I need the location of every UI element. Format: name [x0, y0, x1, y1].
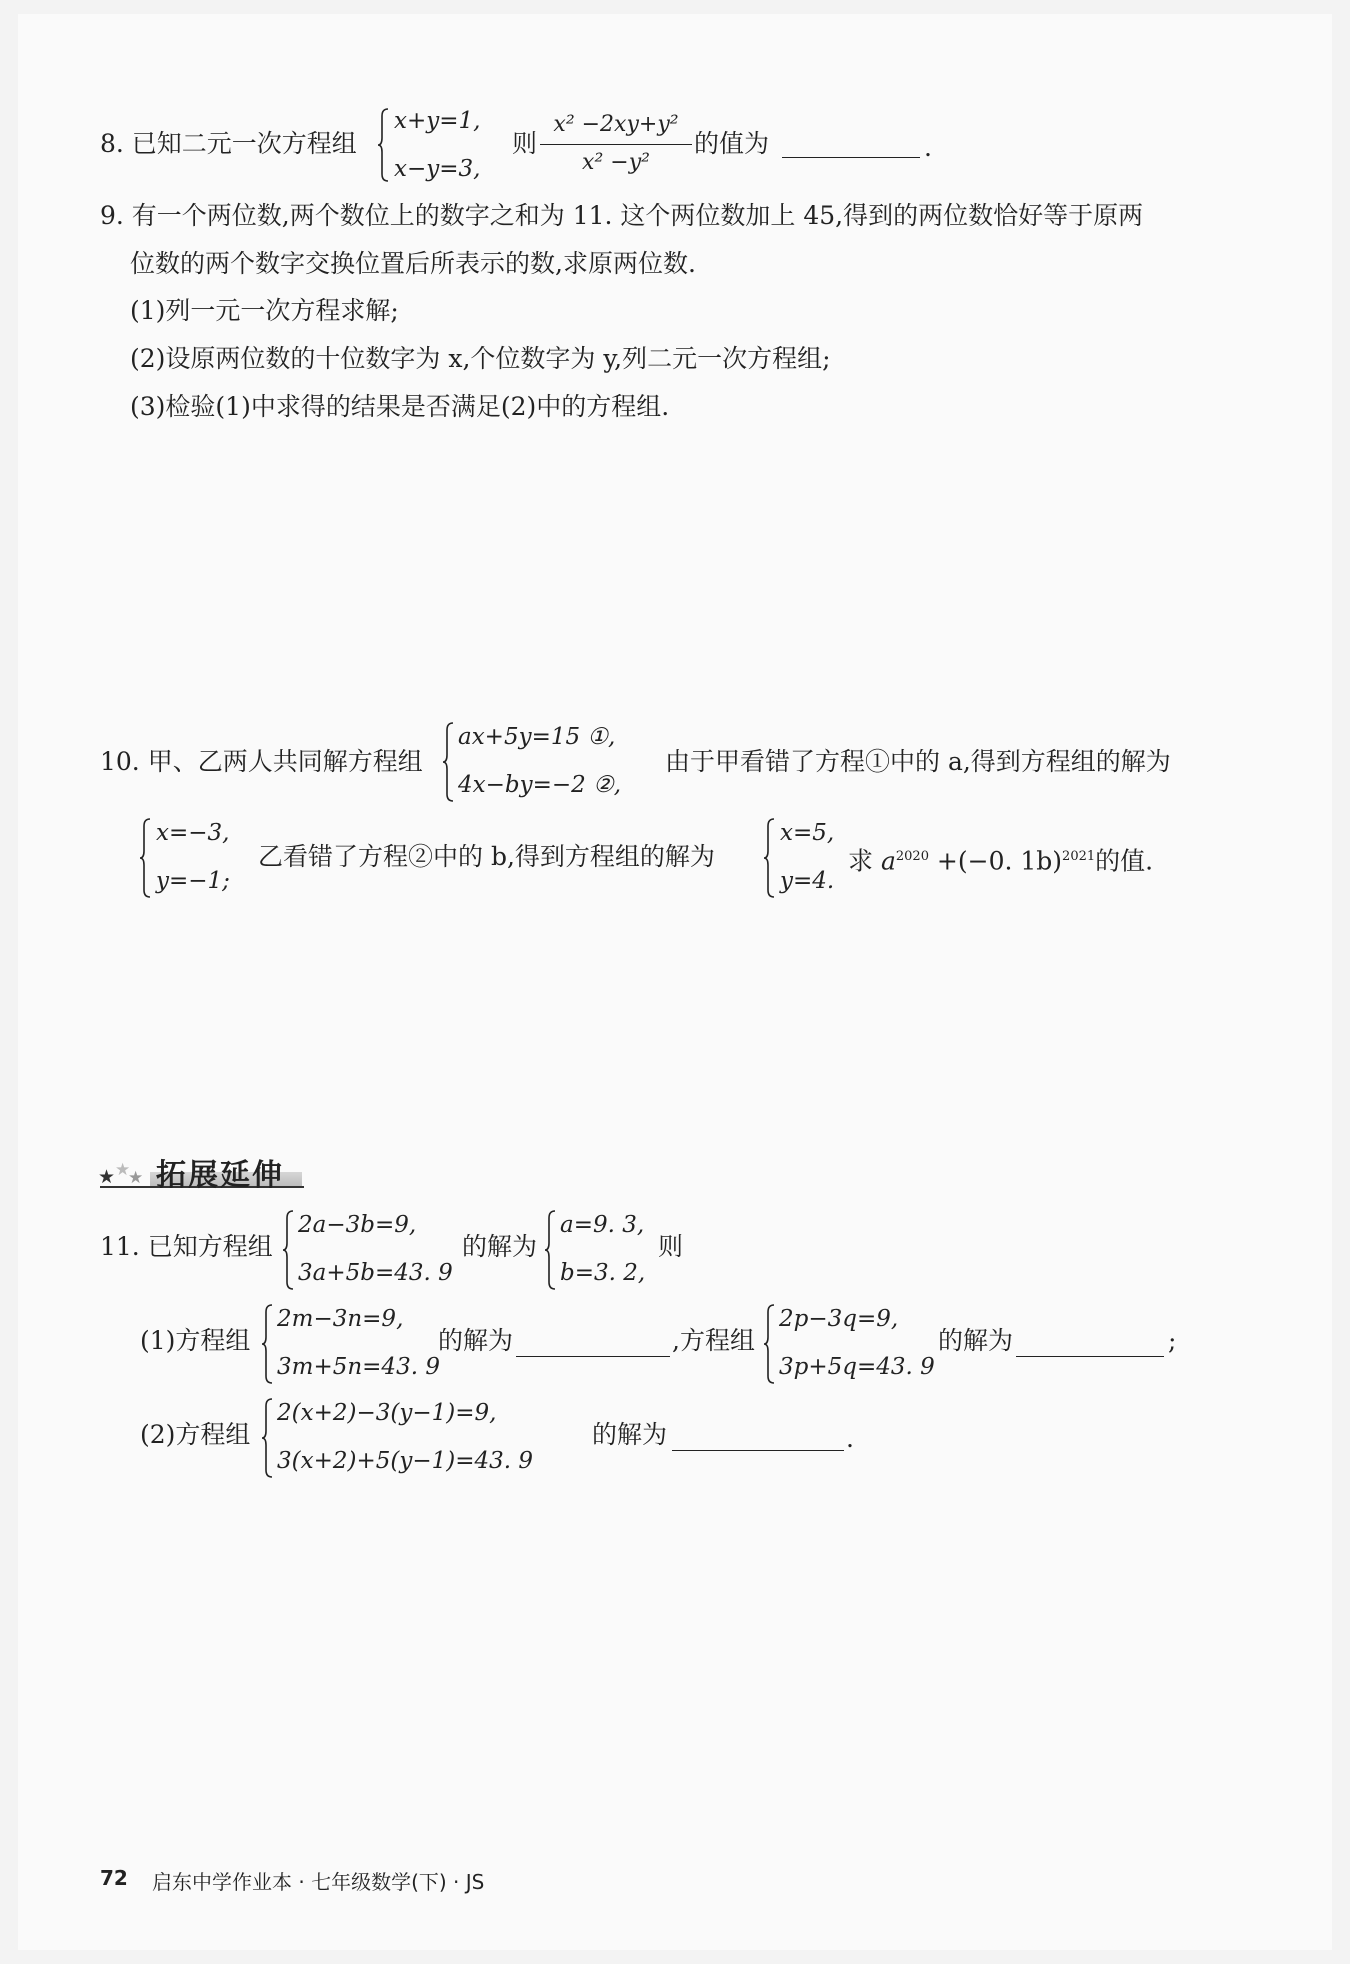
q10-tail: 的值.: [1095, 846, 1154, 876]
q10-solution2-brace: [764, 818, 775, 898]
q11-part2-eq2: 3(x+2)+5(y−1)=43. 9: [277, 1448, 533, 1474]
q10-solution2-x: x=5,: [780, 820, 835, 846]
q10-eq1: ax+5y=15 ①,: [458, 724, 616, 750]
q8-answer-blank[interactable]: [782, 157, 920, 158]
q11-system-brace: [283, 1210, 294, 1290]
q10-solution1-y: y=−1;: [156, 868, 230, 894]
q11-mid: 的解为: [462, 1232, 538, 1261]
q9-part2: (2)设原两位数的十位数字为 x,个位数字为 y,列二元一次方程组;: [130, 344, 831, 373]
q11-part1-answer-blank-1[interactable]: [516, 1356, 670, 1357]
q11-part2-mid: 的解为: [592, 1420, 668, 1449]
q11-part1-eq2: 3m+5n=43. 9: [277, 1354, 440, 1380]
q11-part2-end: .: [846, 1424, 854, 1453]
book-title: 启东中学作业本 · 七年级数学(下) · JS: [152, 1870, 485, 1894]
q9-part1: (1)列一元一次方程求解;: [130, 296, 399, 325]
q11-part1-eq4: 3p+5q=43. 9: [779, 1354, 935, 1380]
q10-exponent-2020: 2020: [895, 849, 929, 864]
q11-then: 则: [658, 1232, 684, 1261]
q11-part2-answer-blank[interactable]: [672, 1450, 844, 1451]
q10-expr-a: a: [880, 846, 896, 876]
q11-part1-mid2: 的解为: [938, 1326, 1014, 1355]
q10-solution1-x: x=−3,: [156, 820, 230, 846]
q11-part1-end: ;: [1168, 1326, 1177, 1355]
q10-system-brace: [443, 722, 454, 802]
q11-part1-answer-blank-2[interactable]: [1016, 1356, 1164, 1357]
q11-part1-comma: ,方程组: [672, 1326, 755, 1355]
q11-part1-brace2: [764, 1304, 775, 1384]
q10-eq2: 4x−by=−2 ②,: [458, 772, 622, 798]
q8-eq1: x+y=1,: [394, 108, 481, 134]
q8-system-brace: [378, 108, 389, 182]
q8-fraction-bar: [540, 144, 692, 145]
q10-statement2: 乙看错了方程②中的 b,得到方程组的解为: [258, 842, 715, 871]
q9-line1: 9. 有一个两位数,两个数位上的数字之和为 11. 这个两位数加上 45,得到的两位数恰好等于原两: [100, 201, 1144, 230]
page-number: 72: [100, 1866, 128, 1890]
star-icon: ★: [98, 1166, 116, 1188]
q11-solution-b: b=3. 2,: [560, 1260, 646, 1286]
q8-eq2: x−y=3,: [394, 156, 481, 182]
star-icon-light: ★: [115, 1160, 131, 1180]
q11-part1-eq3: 2p−3q=9,: [779, 1306, 899, 1332]
q9-part3: (3)检验(1)中求得的结果是否满足(2)中的方程组.: [130, 392, 670, 421]
q10-ask: 求: [848, 846, 874, 876]
q11-solution-brace: [545, 1210, 556, 1290]
q10-prefix: 10. 甲、乙两人共同解方程组: [100, 747, 423, 776]
q11-part1-eq1: 2m−3n=9,: [277, 1306, 404, 1332]
q11-part1-mid: 的解为: [438, 1326, 514, 1355]
q11-part1-prefix: (1)方程组: [140, 1326, 251, 1355]
q11-eq1: 2a−3b=9,: [298, 1212, 417, 1238]
q11-part2-brace: [262, 1398, 273, 1478]
q8-end: .: [924, 133, 932, 162]
q11-part2-prefix: (2)方程组: [140, 1420, 251, 1449]
q10-expr-mid: +(−0. 1b): [936, 846, 1063, 876]
q10-expression: [848, 842, 1153, 876]
q8-fraction-numerator: x² −2xy+y²: [553, 112, 679, 137]
star-icon-grey: ★: [128, 1168, 144, 1188]
q8-suffix: 的值为: [694, 129, 770, 158]
q10-solution2-y: y=4.: [780, 868, 835, 894]
q8-fraction: [540, 110, 692, 180]
q8-then: 则: [512, 129, 538, 158]
q8-fraction-denominator: x² −y²: [582, 150, 650, 175]
section-title: 拓展延伸: [156, 1158, 284, 1193]
q11-part2-eq1: 2(x+2)−3(y−1)=9,: [277, 1400, 497, 1426]
q11-eq2: 3a+5b=43. 9: [298, 1260, 453, 1286]
q11-prefix: 11. 已知方程组: [100, 1232, 273, 1261]
q11-solution-a: a=9. 3,: [560, 1212, 645, 1238]
q10-solution1-brace: [140, 818, 151, 898]
q11-part1-brace1: [262, 1304, 273, 1384]
q10-statement: 由于甲看错了方程①中的 a,得到方程组的解为: [665, 747, 1171, 776]
q8-prefix: 8. 已知二元一次方程组: [100, 129, 357, 158]
q10-exponent-2021: 2021: [1062, 849, 1096, 864]
q9-line2: 位数的两个数字交换位置后所表示的数,求原两位数.: [130, 249, 696, 278]
